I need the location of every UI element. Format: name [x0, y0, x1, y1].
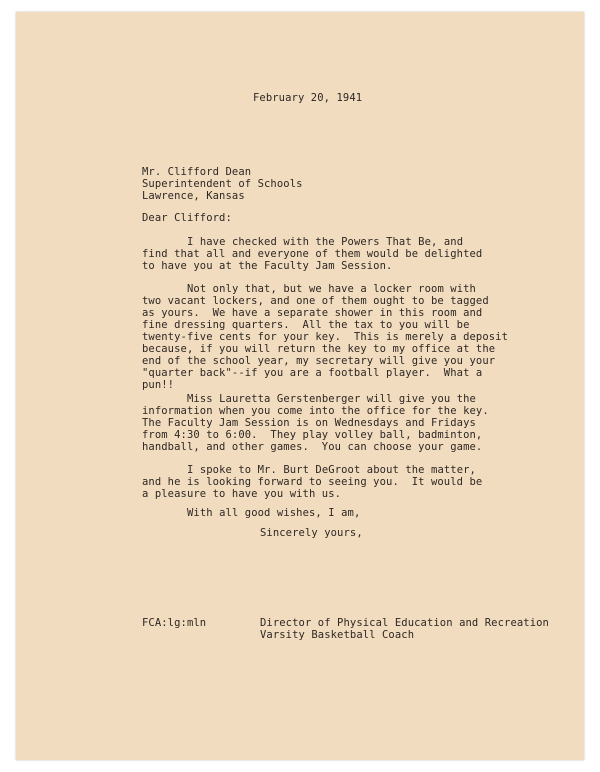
- paragraph-line: twenty-five cents for your key. This is merely a deposit: [142, 331, 509, 343]
- recipient-location: Lawrence, Kansas: [142, 190, 245, 202]
- paragraph-line: I spoke to Mr. Burt DeGroot about the matter,: [187, 464, 476, 476]
- paragraph-line: because, if you will return the key to my office at the: [142, 343, 496, 355]
- paragraph-line: handball, and other games. You can choose your game.: [142, 441, 483, 453]
- paragraph-line: from 4:30 to 6:00. They play volley ball, badminton,: [142, 429, 483, 441]
- recipient-name: Mr. Clifford Dean: [142, 166, 252, 178]
- paragraph-line: fine dressing quarters. All the tax to you will be: [142, 319, 470, 331]
- paragraph-line: "quarter back"--if you are a football player. What a: [142, 367, 483, 379]
- closing: Sincerely yours,: [260, 527, 363, 539]
- paragraph-line: find that all and everyone of them would be delighted: [142, 248, 483, 260]
- paragraph-line: as yours. We have a separate shower in this room and: [142, 307, 483, 319]
- paragraph-line: Miss Lauretta Gerstenberger will give you the: [187, 393, 476, 405]
- signature-title-line-2: Varsity Basketball Coach: [260, 629, 415, 641]
- paragraph-line: Not only that, but we have a locker room with: [187, 283, 476, 295]
- letter-date: February 20, 1941: [253, 92, 363, 104]
- recipient-title: Superintendent of Schools: [142, 178, 303, 190]
- letter-page: [16, 12, 584, 760]
- paragraph-line: information when you come into the office for the key.: [142, 405, 489, 417]
- closing-wish: With all good wishes, I am,: [187, 507, 361, 519]
- salutation: Dear Clifford:: [142, 212, 232, 224]
- paragraph-line: end of the school year, my secretary will give you your: [142, 355, 496, 367]
- reference-initials: FCA:lg:mln: [142, 617, 207, 629]
- paragraph-line: I have checked with the Powers That Be, and: [187, 236, 464, 248]
- paragraph-line: pun!!: [142, 379, 175, 391]
- paragraph-line: The Faculty Jam Session is on Wednesdays and Fridays: [142, 417, 476, 429]
- paragraph-line: a pleasure to have you with us.: [142, 488, 342, 500]
- paragraph-line: two vacant lockers, and one of them ought to be tagged: [142, 295, 489, 307]
- paragraph-line: and he is looking forward to seeing you. It would be: [142, 476, 483, 488]
- paragraph-line: to have you at the Faculty Jam Session.: [142, 260, 393, 272]
- signature-title-line-1: Director of Physical Education and Recreation: [260, 617, 549, 629]
